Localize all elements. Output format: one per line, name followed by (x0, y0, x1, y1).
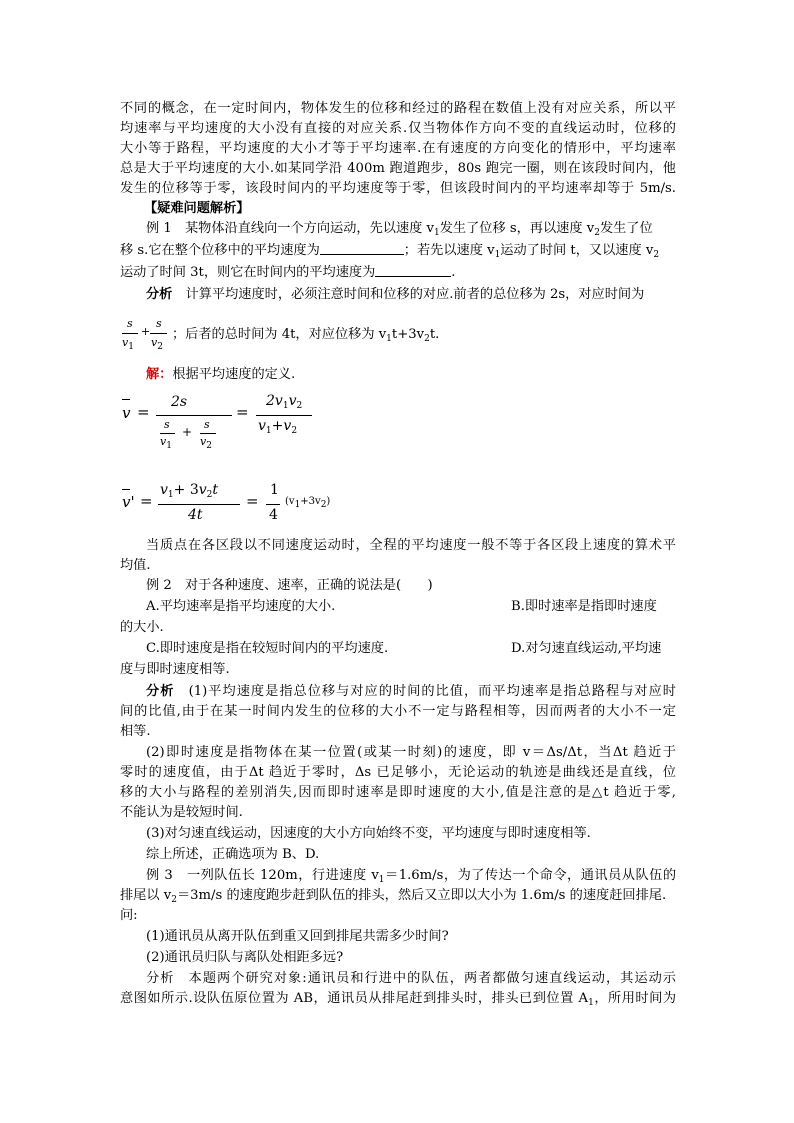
text-line: 发生的位移等于零，该段时间内的平均速度等于零，但该段时间内的平均速率却等于 5m/s. (120, 181, 676, 196)
text-line: 间的比值,由于在某一时间内发生的位移的大小不一定与路程相等，因而两者的大小不一定 (120, 704, 676, 719)
example-2-options-ab (146, 597, 676, 617)
option-a[interactable]: A.平均速率是指平均速度的大小. (146, 599, 336, 614)
example-2-analysis-1: 分析 (1)平均速度是指总位移与对应的时间的比值，而平均速率是指总路程与对应时 (146, 684, 676, 699)
example-1-analysis: 分析 计算平均速度时，必须注意时间和位移的对应.前者的总位移为 2s，对应时间为 (146, 287, 645, 302)
example-1-line-1: 例 1 某物体沿直线向一个方向运动，先以速度 $v_1$发生了位移 s，再以速度 $v_2$发生了位 (146, 221, 653, 238)
formula-average-velocity-2: v' = $v_1+ 3v_2t$ 4t = 1 4 $(v_1+3v_2)$ (122, 482, 331, 523)
text-line: 不能认为是较短时间. (120, 805, 243, 820)
answer-blank[interactable] (320, 242, 404, 255)
example-3-analysis: 分析 本题两个研究对象:通讯员和行进中的队伍，两者都做匀速直线运动，其运动示 (146, 971, 676, 986)
example-3-line-1: 例 3 一列队伍长 120m，行进速度 $v_1=1.6m/s$，为了传达一个命令，通讯员从队伍的 (146, 868, 676, 885)
formula-average-velocity-1: v = 2s s $v_1$ + s $v_2$ = $2v_1v_2$ $v_1+v_2$ (120, 392, 320, 462)
example-1-conclusion: 当质点在各区段以不同速度运动时，全程的平均速度一般不等于各区段上速度的算术平 (146, 538, 676, 553)
text-line: 移的大小与路程的差别消失,因而即时速率是即时速度的大小,值是注意的是△t 趋近于零, (120, 785, 676, 800)
option-d[interactable]: D.对匀速直线运动,平均速 (511, 641, 662, 656)
example-3-line-2: 排尾以 $v_2=3m/s$ 的速度跑步赶到队伍的排头，然后又立即以大小为 1.6m/s 的速度赶回排尾. (120, 888, 667, 905)
question-1: (1)通讯员从离开队伍到重又回到排尾共需多少时间? (146, 929, 449, 944)
text-line: 相等. (120, 724, 151, 739)
example-1-analysis-2: ；后者的总时间为 4t，对应位移为 $v_1t+3v_2t$. (172, 327, 440, 344)
text-line: 总是大于平均速度的大小.如某同学沿 400m 跑道跑步，80s 跑完一圈，则在该段时间内，他 (120, 161, 676, 176)
text-line: 大小等于路程，平均速度的大小才等于平均速率.在有速度的方向变化的情形中，平均速率 (120, 141, 676, 156)
text-line: 均速率与平均速度的大小没有直接的对应关系.仅当物体作方向不变的直线运动时，位移的 (120, 121, 676, 136)
fraction-expression: s $v_1$ + s $v_2$ (120, 318, 180, 358)
option-c[interactable]: C.即时速度是指在较短时间内的平均速度. (146, 641, 389, 656)
example-1-line-2: 移 s.它在整个位移中的平均速度为 ；若先以速度 $v_1$运动了时间 t，又以速度 $v_2$ (120, 243, 660, 260)
example-2-analysis-3: (3)对匀速直线运动，因速度的大小方向始终不变，平均速度与即时速度相等. (146, 826, 591, 841)
example-3-analysis-2: 意图如所示.设队伍原位置为 AB，通讯员从排尾赶到排头时，排头已到位置 $A_1$，所用时间为 (120, 991, 676, 1008)
text-line: 零时的速度值，由于Δt 趋近于零时，Δs 已足够小，无论运动的轨迹是曲线还是直线，位 (120, 765, 676, 780)
example-1-solution: 解：根据平均速度的定义. (146, 367, 296, 382)
option-b-cont: 的大小. (120, 620, 164, 635)
example-2-summary: 综上所述，正确选项为 B、D. (146, 847, 320, 862)
text-line: 问: (120, 908, 138, 923)
answer-blank[interactable] (375, 264, 451, 277)
text-line: 不同的概念，在一定时间内，物体发生的位移和经过的路程在数值上没有对应关系，所以平 (120, 101, 676, 116)
section-heading: 【疑难问题解析】 (144, 201, 250, 216)
example-2-analysis-2: (2)即时速度是指物体在某一位置(或某一时刻)的速度，即 v＝Δs/Δt，当Δt 趋近于 (146, 745, 676, 760)
example-1-line-3: 运动了时间 3t，则它在时间内的平均速度为 . (120, 265, 456, 280)
option-d-cont: 度与即时速度相等. (120, 662, 230, 677)
example-2-options-cd (146, 639, 676, 659)
example-1-conclusion-2: 均值. (120, 558, 151, 573)
option-b[interactable]: B.即时速率是指即时速度 (511, 599, 657, 614)
question-2: (2)通讯员归队与离队处相距多远? (146, 950, 344, 965)
example-2-stem: 例 2 对于各种速度、速率，正确的说法是( ) (146, 578, 433, 593)
